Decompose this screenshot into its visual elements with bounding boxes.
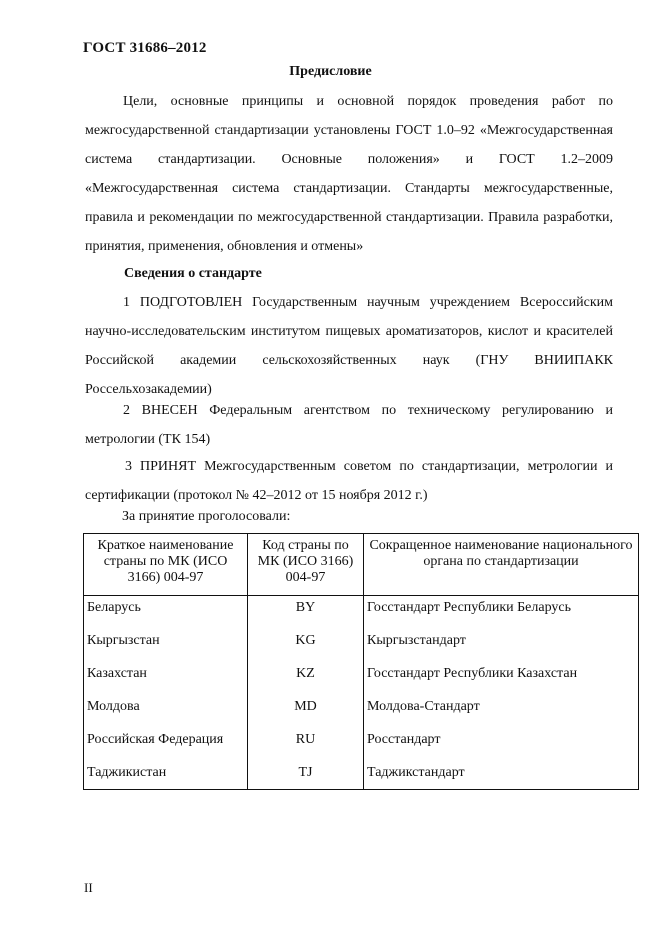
page-number: II bbox=[84, 880, 93, 895]
country-code: RU bbox=[248, 730, 364, 763]
standard-info-title: Сведения о стандарте bbox=[124, 266, 262, 281]
country-code: MD bbox=[248, 697, 364, 730]
table-row bbox=[84, 763, 639, 790]
country-name: Молдова bbox=[84, 697, 248, 730]
document-code: ГОСТ 31686–2012 bbox=[83, 40, 207, 56]
country-name: Казахстан bbox=[84, 664, 248, 697]
preface-paragraph: Цели, основные принципы и основной порядок проведения работ по межгосударственной стандартизации установлены ГОСТ 1.0–92 «Межгосударственная система стандартизации. Основные положения» и ГОСТ 1.2–2009 «Межгосударственная система стандартизации. Стандарты межгосударственные, правила и рекомендации по межгосударственной стандартизации. Правила разработки, принятия, применения, обновления и отмены» bbox=[85, 94, 613, 254]
info-item-adopted: 3 ПРИНЯТ Межгосударственным советом по стандартизации, метрологии и сертификации (протокол № 42–2012 от 15 ноября 2012 г.) bbox=[85, 459, 613, 503]
standards-body: Госстандарт Республики Казахстан bbox=[364, 664, 639, 697]
country-code: TJ bbox=[248, 763, 364, 790]
standards-body: Молдова-Стандарт bbox=[364, 697, 639, 730]
table-row bbox=[84, 664, 639, 697]
table-row bbox=[84, 631, 639, 664]
country-name: Таджикистан bbox=[84, 763, 248, 790]
header-country-name: Краткое наименование страны по МК (ИСО 3166) 004-97 bbox=[84, 534, 248, 596]
voted-label: За принятие проголосовали: bbox=[122, 509, 291, 524]
header-standards-body: Сокращенное наименование национального органа по стандартизации bbox=[364, 534, 639, 596]
country-name: Беларусь bbox=[84, 596, 248, 632]
standards-body: Росстандарт bbox=[364, 730, 639, 763]
table-row bbox=[84, 697, 639, 730]
member-states-table bbox=[83, 533, 639, 790]
info-item-prepared: 1 ПОДГОТОВЛЕН Государственным научным учреждением Всероссийским научно-исследовательским институтом пищевых ароматизаторов, кислот и красителей Российской академии сельскохозяйственных наук (ГНУ ВНИИПАКК Россельхозакадемии) bbox=[85, 295, 613, 397]
table-row bbox=[84, 730, 639, 763]
country-code: KZ bbox=[248, 664, 364, 697]
preface-title: Предисловие bbox=[289, 64, 372, 79]
table-header-row bbox=[84, 534, 639, 596]
country-code: BY bbox=[248, 596, 364, 632]
standards-body: Госстандарт Республики Беларусь bbox=[364, 596, 639, 632]
country-code: KG bbox=[248, 631, 364, 664]
info-item-submitted: 2 ВНЕСЕН Федеральным агентством по техническому регулированию и метрологии (ТК 154) bbox=[85, 403, 613, 447]
standards-body: Таджикстандарт bbox=[364, 763, 639, 790]
country-name: Российская Федерация bbox=[84, 730, 248, 763]
standards-body: Кыргызстандарт bbox=[364, 631, 639, 664]
country-name: Кыргызстан bbox=[84, 631, 248, 664]
table-row bbox=[84, 596, 639, 632]
header-country-code: Код страны по МК (ИСО 3166) 004-97 bbox=[248, 534, 364, 596]
